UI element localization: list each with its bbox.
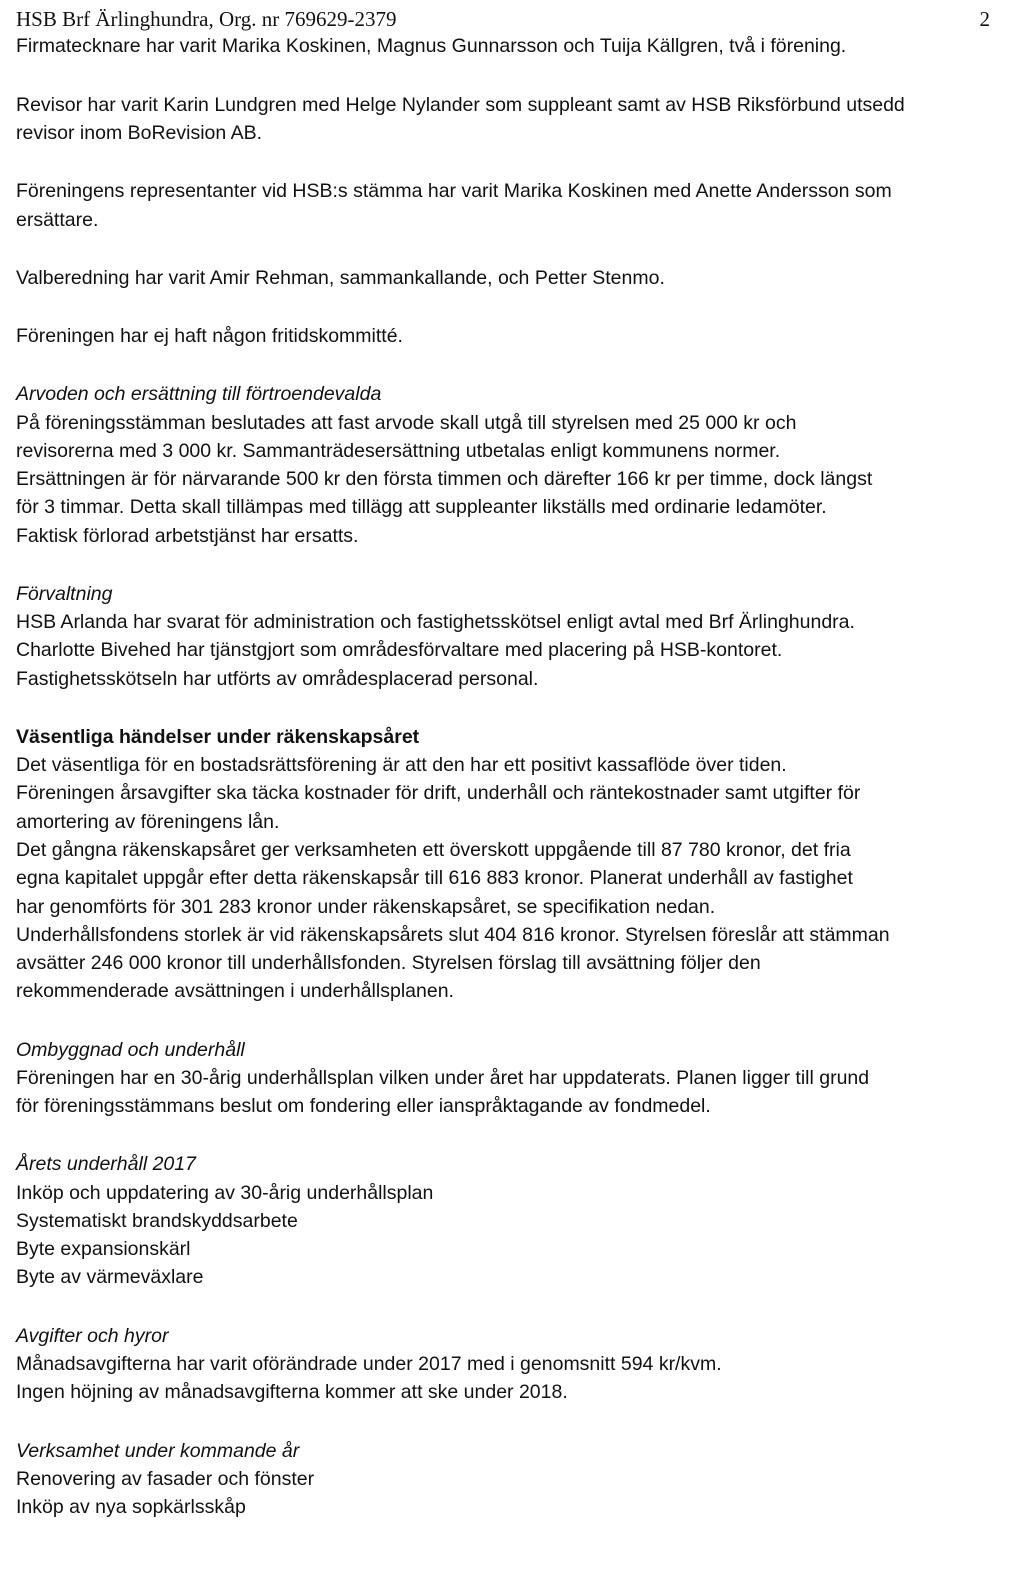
section-heading: Ombyggnad och underhåll	[16, 1038, 245, 1061]
text-line: rekommenderade avsättningen i underhållsplanen.	[16, 980, 454, 1003]
text-line: Föreningen har ej haft någon fritidskommitté.	[16, 325, 403, 348]
text-line: Det gångna räkenskapsåret ger verksamheten ett överskott uppgående till 87 780 kronor, det fria	[16, 839, 851, 862]
significant-events-section	[16, 723, 1008, 1006]
section-heading: Väsentliga händelser under räkenskapsåret	[16, 725, 420, 748]
text-line: Ingen höjning av månadsavgifterna kommer att ske under 2018.	[16, 1381, 568, 1404]
text-line: har genomförts för 301 283 kronor under räkenskapsåret, se specifikation nedan.	[16, 895, 716, 918]
list-item: Byte expansionskärl	[16, 1238, 191, 1261]
text-line: avsätter 246 000 kronor till underhållsfonden. Styrelsen förslag till avsättning följer den	[16, 952, 761, 975]
text-line: Det väsentliga för en bostadsrättsförening är att den har ett positivt kassaflöde över tiden.	[16, 754, 787, 777]
signatories-paragraph	[16, 32, 1008, 60]
page-header	[16, 0, 1008, 34]
section-heading: Förvaltning	[16, 582, 113, 605]
list-item: Inköp och uppdatering av 30-årig underhållsplan	[16, 1181, 434, 1204]
list-item: Inköp av nya sopkärlsskåp	[16, 1496, 246, 1519]
section-heading: Avgifter och hyror	[16, 1324, 169, 1347]
upcoming-year-section	[16, 1437, 1008, 1522]
text-line: Föreningen årsavgifter ska täcka kostnader för drift, underhåll och räntekostnader samt utgifter för	[16, 782, 861, 805]
text-line: för 3 timmar. Detta skall tillämpas med tillägg att suppleanter likställs med ordinarie ledamöter.	[16, 496, 827, 519]
text-line: Faktisk förlorad arbetstjänst har ersatts.	[16, 524, 359, 547]
text-line: revisor inom BoRevision AB.	[16, 121, 263, 144]
text-line: Ersättningen är för närvarande 500 kr den första timmen och därefter 166 kr per timme, dock längst	[16, 468, 873, 491]
page-number: 2	[979, 7, 990, 31]
text-line: egna kapitalet uppgår efter detta räkenskapsår till 616 883 kronor. Planerat underhåll av fastighet	[16, 867, 853, 890]
text-line: Firmatecknare har varit Marika Koskinen, Magnus Gunnarsson och Tuija Källgren, två i förening.	[16, 35, 847, 58]
list-item: Systematiskt brandskyddsarbete	[16, 1209, 298, 1232]
list-item: Renovering av fasader och fönster	[16, 1467, 315, 1490]
text-line: På föreningsstämman beslutades att fast arvode skall utgå till styrelsen med 25 000 kr och	[16, 411, 797, 434]
renovation-section	[16, 1036, 1008, 1121]
nomination-paragraph	[16, 264, 1008, 292]
text-line: Underhållsfondens storlek är vid räkenskapsårets slut 404 816 kronor. Styrelsen föreslår att stämman	[16, 923, 890, 946]
section-heading: Verksamhet under kommande år	[16, 1439, 300, 1462]
org-header: HSB Brf Ärlinghundra, Org. nr 769629-2379	[16, 7, 397, 31]
text-line: för föreningsstämmans beslut om fondering eller ianspråktagande av fondmedel.	[16, 1095, 711, 1118]
representatives-paragraph	[16, 177, 1008, 234]
text-line: Valberedning har varit Amir Rehman, sammankallande, och Petter Stenmo.	[16, 266, 665, 289]
text-line: amortering av föreningens lån.	[16, 810, 280, 833]
auditor-paragraph	[16, 91, 1008, 148]
management-section	[16, 580, 1008, 693]
section-heading: Årets underhåll 2017	[16, 1153, 196, 1176]
text-line: Charlotte Bivehed har tjänstgjort som områdesförvaltare med placering på HSB-kontoret.	[16, 639, 783, 662]
text-line: HSB Arlanda har svarat för administration och fastighetsskötsel enligt avtal med Brf Ärlinghundra.	[16, 611, 855, 634]
fees-rents-section	[16, 1322, 1008, 1407]
section-heading: Arvoden och ersättning till förtroendevalda	[16, 383, 382, 406]
text-line: Månadsavgifterna har varit oförändrade under 2017 med i genomsnitt 594 kr/kvm.	[16, 1353, 722, 1375]
list-item: Byte av värmeväxlare	[16, 1266, 204, 1289]
fees-section	[16, 380, 1008, 550]
text-line: revisorerna med 3 000 kr. Sammanträdesersättning utbetalas enligt kommunens normer.	[16, 439, 781, 462]
text-line: Fastighetsskötseln har utförts av områdesplacerad personal.	[16, 667, 539, 690]
maintenance-year-section	[16, 1150, 1008, 1291]
text-line: Föreningens representanter vid HSB:s stämma har varit Marika Koskinen med Anette Andersson som	[16, 180, 892, 203]
text-line: Revisor har varit Karin Lundgren med Helge Nylander som suppleant samt av HSB Riksförbund utsedd	[16, 93, 905, 116]
text-line: ersättare.	[16, 208, 99, 231]
leisure-paragraph	[16, 322, 1008, 350]
text-line: Föreningen har en 30-årig underhållsplan vilken under året har uppdaterats. Planen ligger till grund	[16, 1066, 870, 1089]
